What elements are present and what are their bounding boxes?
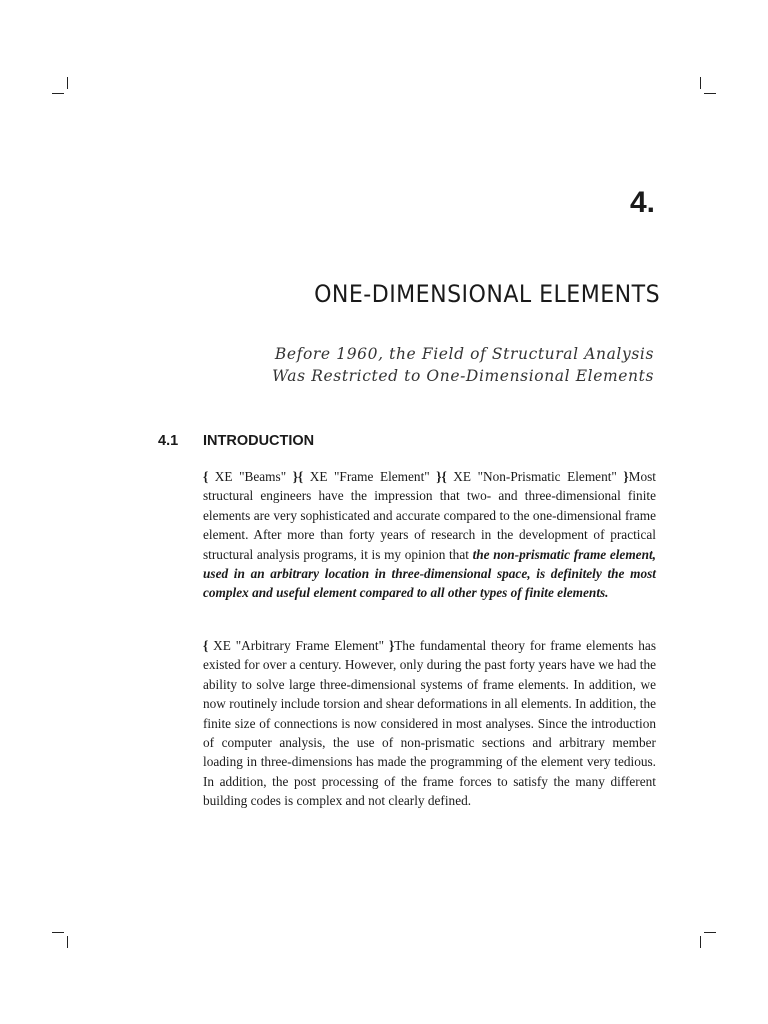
crop-mark-top-left-v — [67, 77, 68, 89]
epigraph-line-2: Was Restricted to One-Dimensional Elements — [272, 366, 654, 385]
index-entry-beams: XE "Beams" — [208, 469, 293, 484]
paragraph-1-emphasis: the non-prismatic frame element, used in an arbitrary location in three-dimensional space, is definitely the most complex and useful element compared to all other types of finite elements. — [203, 546, 656, 601]
field-brace: }{ — [292, 469, 304, 484]
crop-mark-bottom-left-v — [67, 936, 68, 948]
index-entry-arbitrary-frame: XE "Arbitrary Frame Element" — [208, 638, 389, 653]
crop-mark-bottom-right-v — [700, 936, 701, 948]
field-brace: { — [203, 469, 209, 484]
section-title: INTRODUCTION — [203, 433, 315, 449]
chapter-title: ONE-DIMENSIONAL ELEMENTS — [314, 280, 660, 308]
field-brace: } — [388, 638, 395, 653]
section-number: 4.1 — [158, 433, 179, 449]
field-brace: { — [203, 638, 209, 653]
paragraph-2 — [203, 636, 656, 811]
crop-mark-bottom-left-h — [52, 932, 64, 933]
chapter-number: 4. — [629, 186, 655, 219]
field-brace: }{ — [436, 469, 447, 484]
index-entry-frame-element: XE "Frame Element" — [303, 469, 437, 484]
epigraph-line-1: Before 1960, the Field of Structural Analysis — [274, 345, 654, 363]
crop-mark-top-right-v — [700, 77, 701, 89]
crop-mark-top-right-h — [704, 93, 716, 94]
crop-mark-bottom-right-h — [704, 932, 716, 933]
index-entry-non-prismatic: XE "Non-Prismatic Element" — [446, 469, 624, 484]
paragraph-1-text: Most structural engineers have the impression that two- and three-dimensional finite elements are very sophisticated and accurate compared to the one-dimensional frame element. After more than forty years of research in the development of practical structural analysis programs, it is my opinion that — [203, 469, 656, 562]
paragraph-1 — [203, 467, 656, 603]
chapter-epigraph — [272, 344, 654, 387]
crop-mark-top-left-h — [52, 93, 64, 94]
paragraph-2-text: The fundamental theory for frame elements has existed for over a century. However, only during the past forty years have we had the ability to solve large three-dimensional systems of frame elements. In addition, we now routinely include torsion and shear deformations in all elements. In addition, the finite size of connections is now considered in most analyses. Since the introduction of computer analysis, the use of non-prismatic sections and arbitrary member loading in three-dimensions has made the programming of the element very tedious. In addition, the post processing of the frame forces to satisfy the many different building codes is complex and not clearly defined. — [203, 638, 656, 809]
field-brace: } — [623, 469, 629, 484]
